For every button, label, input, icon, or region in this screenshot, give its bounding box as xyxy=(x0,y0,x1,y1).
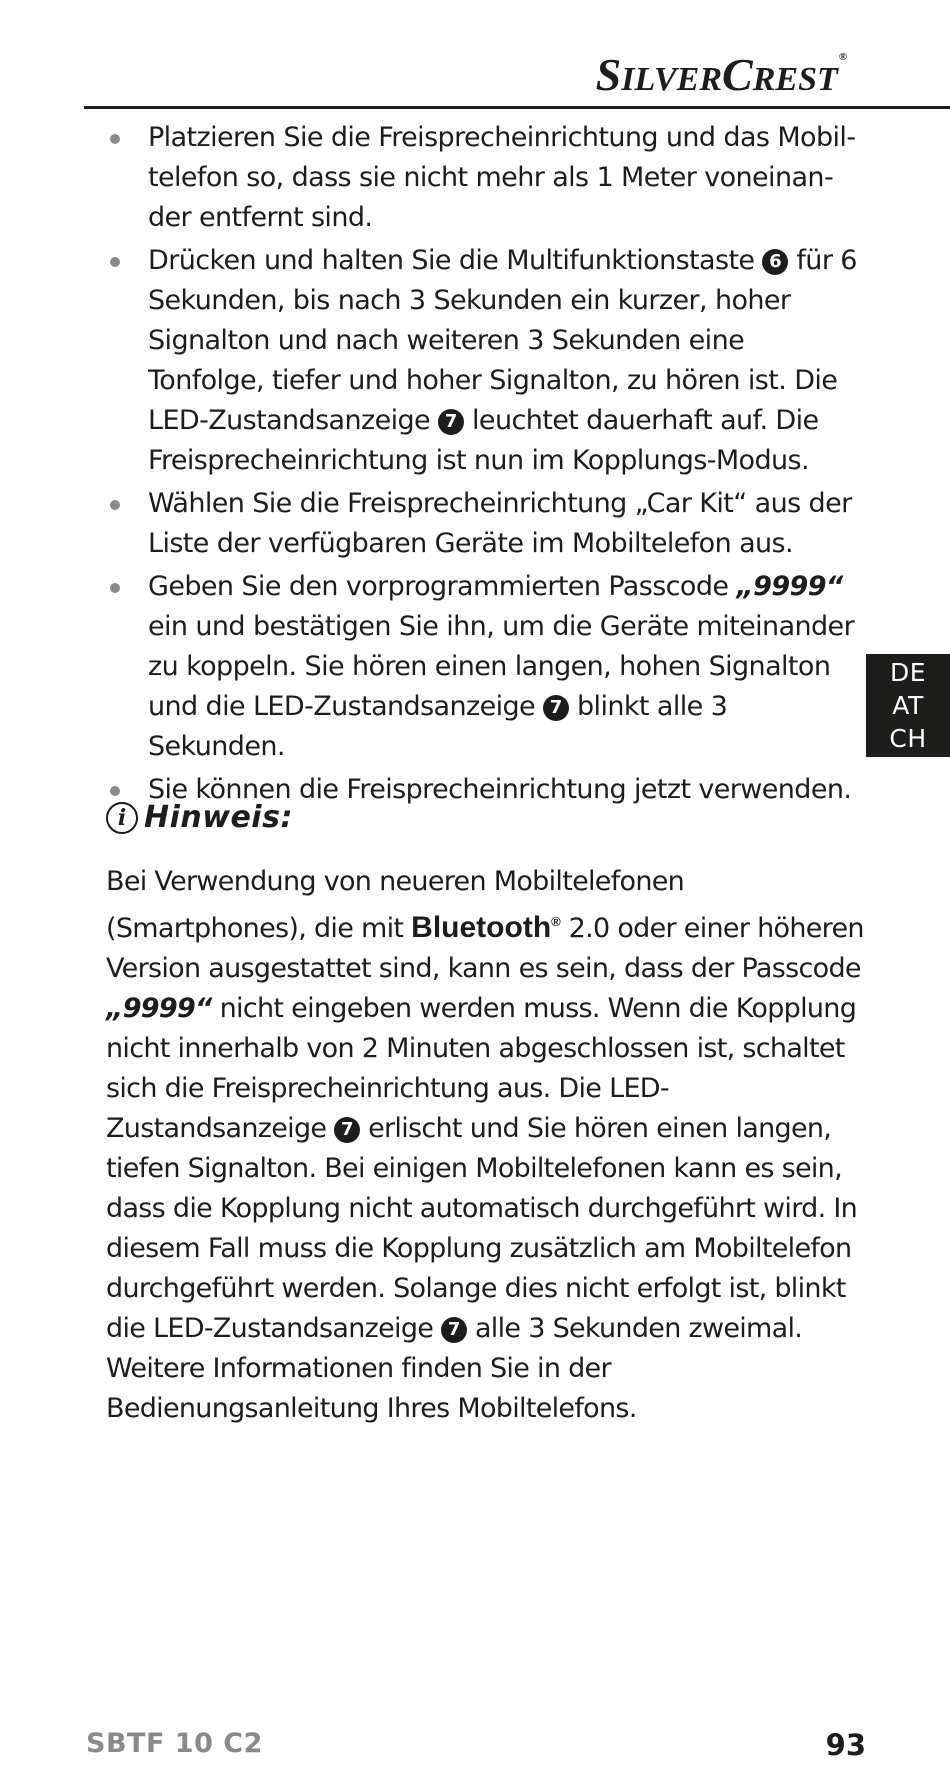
hint-title: Hinweis: xyxy=(144,800,293,835)
reference-number-badge: 7 xyxy=(441,1317,467,1343)
page-number: 93 xyxy=(825,1728,866,1762)
list-item: Sie können die Freisprecheinrichtung jetzt verwenden. xyxy=(106,770,866,810)
language-code: CH xyxy=(889,724,927,753)
list-item: Geben Sie den vorprogrammierten Passcode „9999“ ein und bestätigen Sie ihn, um die Geräte miteinander zu koppeln. Sie hören einen langen, hohen Signalton und die LED-Zustandsanzeige 7 blinkt alle 3 Sekunden. xyxy=(106,567,866,767)
reference-number-badge: 7 xyxy=(543,695,569,721)
header-rule xyxy=(84,106,950,109)
passcode: „9999“ xyxy=(736,571,843,602)
reference-number-badge: 6 xyxy=(762,249,788,275)
info-icon: i xyxy=(106,802,138,834)
model-number: SBTF 10 C2 xyxy=(86,1728,263,1759)
list-item: Wählen Sie die Freisprecheinrichtung „Car Kit“ aus der Liste der verfügbaren Geräte im Mobiltelefon aus. xyxy=(106,484,866,564)
registered-mark: ® xyxy=(838,51,847,63)
brand-logo: SILVERCREST® xyxy=(595,49,847,100)
hint-paragraph: Bei Verwendung von neueren Mobiltelefonen (Smartphones), die mit Bluetooth® 2.0 oder einer höheren Version ausgestattet sind, kann es sein, dass der Passcode „9999“ nicht eingeben werden muss. Wenn die Kopplung nicht innerhalb von 2 Minuten abgeschlossen ist, schaltet sich die Freisprecheinrichtung aus. Die LED-Zustandsanzeige 7 erlischt und Sie hören einen langen, tiefen Signalton. Bei einigen Mobiltelefonen kann es sein, dass die Kopplung nicht automatisch durchgeführt wird. In diesem Fall muss die Kopplung zusätzlich am Mobiltelefon durchgeführt werden. Solange dies nicht erfolgt ist, blinkt die LED-Zustandsanzeige 7 alle 3 Sekunden zweimal. Weitere Informationen finden Sie in der Bedienungsanleitung Ihres Mobiltelefons. xyxy=(106,866,864,1424)
hint-heading xyxy=(106,800,293,835)
list-item: Drücken und halten Sie die Multifunktionstaste 6 für 6 Sekunden, bis nach 3 Sekunden ein kurzer, hoher Signalton und nach weiteren 3 Sekunden eine Tonfolge, tiefer und hoher Signalton, zu hören ist. Die LED-Zustandsanzeige 7 leuchtet dauerhaft auf. Die Freisprecheinrichtung ist nun im Kopplungs-Modus. xyxy=(106,241,866,481)
language-tab xyxy=(866,654,950,757)
language-code: DE xyxy=(889,658,927,687)
language-code: AT xyxy=(892,691,924,720)
passcode: „9999“ xyxy=(106,993,212,1024)
bluetooth-wordmark: Bluetooth® xyxy=(411,911,561,944)
instruction-list xyxy=(106,118,866,813)
list-item: Platzieren Sie die Freisprecheinrichtung und das Mobiltelefon so, dass sie nicht mehr als 1 Meter voneinander entfernt sind. xyxy=(106,118,866,238)
reference-number-badge: 7 xyxy=(438,409,464,435)
reference-number-badge: 7 xyxy=(334,1117,360,1143)
